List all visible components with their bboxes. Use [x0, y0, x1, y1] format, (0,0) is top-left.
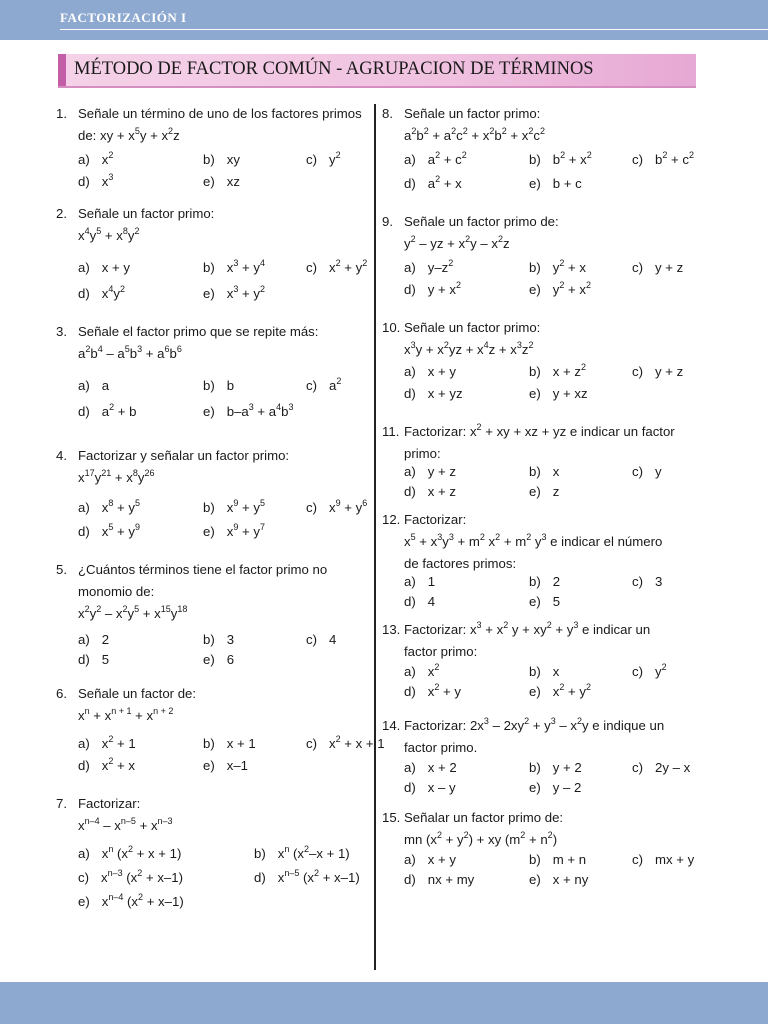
- option-label: a): [78, 500, 90, 515]
- option-value: $x^9 + y^5$: [226, 497, 265, 515]
- option-label: a): [404, 464, 416, 479]
- option-a: [404, 462, 456, 482]
- option-b: [529, 462, 559, 482]
- option-c: [306, 630, 336, 650]
- option-a: [78, 258, 130, 278]
- option-value: 1: [427, 574, 436, 589]
- option-b: [529, 758, 582, 778]
- option-value: $y + x^2$: [427, 279, 461, 297]
- option-b: [529, 662, 559, 682]
- option-c: [306, 376, 341, 396]
- option-a: [78, 630, 109, 650]
- option-label: c): [632, 260, 643, 275]
- option-b: [203, 150, 240, 170]
- option-value: y + z: [655, 260, 684, 275]
- option-label: a): [404, 574, 416, 589]
- option-value: x + 1: [226, 736, 256, 751]
- question-text: Señale un factor primo:: [78, 206, 215, 221]
- option-value: $x^n$ $(x^2 + x + 1)$: [101, 843, 182, 861]
- option-value: $b-a^3 + a^4b^3$: [226, 401, 294, 419]
- question-text-cont: $x^2y^2 - x^2y^5 + x^{15}y^{18}$: [78, 603, 188, 621]
- option-value: $y^2 + x^2$: [552, 279, 591, 297]
- option-e: [529, 482, 559, 502]
- option-value: mx + y: [655, 852, 695, 867]
- option-d: [404, 592, 435, 612]
- option-label: e): [529, 386, 541, 401]
- option-label: e): [203, 524, 215, 539]
- option-label: b): [529, 664, 541, 679]
- option-value: $y^2$: [655, 661, 667, 679]
- option-label: e): [529, 484, 541, 499]
- option-d: [404, 384, 463, 404]
- option-value: $x^8 + y^5$: [101, 497, 140, 515]
- option-d: [404, 280, 461, 300]
- option-d: [78, 522, 140, 542]
- question-text-cont: factor primo.: [404, 740, 478, 755]
- option-label: c): [632, 852, 643, 867]
- option-c: [632, 362, 683, 382]
- option-value: y + z: [427, 464, 456, 479]
- option-value: $x^2 + y^2$: [552, 681, 591, 699]
- option-label: b): [203, 500, 215, 515]
- option-label: d): [78, 174, 90, 189]
- question-text-cont: $x^4y^5 + x^8y^2$: [78, 225, 140, 243]
- option-c: [306, 150, 341, 170]
- option-label: c): [632, 364, 643, 379]
- option-a: [78, 150, 113, 170]
- option-d: [404, 682, 461, 702]
- option-d: [78, 650, 109, 670]
- option-e: [529, 682, 591, 702]
- option-label: e): [529, 872, 541, 887]
- option-b: [254, 844, 350, 864]
- option-b: [529, 572, 560, 592]
- option-label: c): [306, 632, 317, 647]
- option-value: x + yz: [427, 386, 463, 401]
- option-e: [203, 284, 265, 304]
- question-text-cont: $x^3y + x^2yz + x^4z + x^3z^2$: [404, 339, 534, 357]
- option-a: [78, 498, 140, 518]
- option-label: a): [78, 846, 90, 861]
- option-value: nx + my: [427, 872, 475, 887]
- option-label: d): [404, 684, 416, 699]
- option-label: b): [203, 632, 215, 647]
- question-text: Señale un factor de:: [78, 686, 197, 701]
- option-label: c): [306, 152, 317, 167]
- option-b: [529, 362, 586, 382]
- option-value: 3: [226, 632, 235, 647]
- option-e: [78, 892, 184, 912]
- option-b: [203, 734, 256, 754]
- option-label: c): [632, 574, 643, 589]
- option-d: [78, 756, 135, 776]
- option-label: d): [404, 780, 416, 795]
- option-value: y + xz: [552, 386, 588, 401]
- option-value: x: [552, 664, 560, 679]
- question-text: Señalar un factor primo de:: [404, 810, 564, 825]
- option-value: $x^4y^2$: [101, 283, 125, 301]
- option-value: $x^2 + y^2$: [329, 257, 368, 275]
- question-text-cont: $x^{17}y^{21} + x^8y^{26}$: [78, 467, 155, 485]
- option-label: b): [203, 378, 215, 393]
- option-label: c): [306, 260, 317, 275]
- option-label: b): [529, 260, 541, 275]
- column-divider: [374, 104, 376, 970]
- option-label: e): [529, 780, 541, 795]
- question-text: Factorizar:: [78, 796, 141, 811]
- option-label: a): [78, 152, 90, 167]
- option-value: x + ny: [552, 872, 589, 887]
- option-d: [78, 284, 125, 304]
- option-value: y: [655, 464, 662, 479]
- option-a: [78, 734, 136, 754]
- option-value: $y-z^2$: [427, 257, 454, 275]
- question-text-cont: $x^{n-4} - x^{n-5} + x^{n-3}$: [78, 815, 173, 833]
- option-label: e): [203, 404, 215, 419]
- question-number: 1.: [56, 106, 67, 121]
- option-a: [78, 376, 109, 396]
- option-label: b): [529, 464, 541, 479]
- header-rule: [60, 29, 768, 30]
- option-value: $x^2 + x$: [101, 755, 135, 773]
- option-label: e): [529, 594, 541, 609]
- option-d: [78, 172, 113, 192]
- option-value: x–1: [226, 758, 248, 773]
- option-label: b): [529, 760, 541, 775]
- question-number: 3.: [56, 324, 67, 339]
- question-text: Factorizar:: [404, 512, 467, 527]
- question-number: 9.: [382, 214, 393, 229]
- option-label: c): [632, 464, 643, 479]
- option-c: [78, 868, 183, 888]
- option-value: 2: [101, 632, 110, 647]
- question-number: 15.: [382, 810, 401, 825]
- question-text: ¿Cuántos términos tiene el factor primo no: [78, 562, 328, 577]
- option-b: [203, 498, 265, 518]
- option-value: 4: [329, 632, 337, 647]
- option-value: $a^2 + b$: [101, 401, 137, 419]
- option-value: $a^2 + x$: [427, 173, 462, 191]
- option-label: b): [529, 152, 541, 167]
- option-value: xz: [226, 174, 240, 189]
- question-text-cont: monomio de:: [78, 584, 155, 599]
- question-number: 13.: [382, 622, 401, 637]
- option-label: a): [78, 260, 90, 275]
- option-label: b): [203, 152, 215, 167]
- question-text-cont: $x^n + x^{n + 1} + x^{n + 2}$: [78, 705, 174, 723]
- question-number: 6.: [56, 686, 67, 701]
- option-label: d): [78, 404, 90, 419]
- option-e: [529, 778, 581, 798]
- option-value: $x^3 + y^4$: [226, 257, 265, 275]
- option-value: $b^2 + x^2$: [552, 149, 592, 167]
- option-label: c): [632, 760, 643, 775]
- option-value: $x^2 + y$: [427, 681, 461, 699]
- top-header-bar: [0, 0, 768, 40]
- option-value: $x^n$ $(x^2-x + 1)$: [277, 843, 350, 861]
- option-label: a): [404, 260, 416, 275]
- option-value: $x^2 + x + 1$: [329, 733, 385, 751]
- title-banner: [58, 54, 696, 88]
- option-label: b): [254, 846, 266, 861]
- option-value: $x^{n-4}$ $(x^2 + x-1)$: [101, 891, 184, 909]
- question-text-cont: $x^5 + x^3y^3 + m^2$ $x^2 + m^2$ $y^3$ e indicar el número: [404, 531, 663, 549]
- option-b: [529, 258, 586, 278]
- option-value: m + n: [552, 852, 587, 867]
- option-value: $y^2 + x$: [552, 257, 586, 275]
- option-value: $x^3$: [101, 171, 114, 189]
- title-accent: [58, 54, 66, 86]
- question-text-cont: mn $(x^2 + y^2)$ + xy $(m^2 + n^2)$: [404, 829, 558, 847]
- question-text: Señale un factor primo de:: [404, 214, 559, 229]
- option-value: $x^9 + y^6$: [329, 497, 368, 515]
- option-b: [203, 258, 265, 278]
- question-text-cont: de: xy + $x^5y + x^2z$: [78, 125, 180, 143]
- option-value: 2: [552, 574, 561, 589]
- section-header: FACTORIZACIÓN I: [60, 10, 187, 25]
- option-label: b): [203, 260, 215, 275]
- question-text: Factorizar y señalar un factor primo:: [78, 448, 290, 463]
- question-text: Factorizar: $x^3 + x^2$ $y + xy^2 + y^3$ e indicar un: [404, 619, 651, 637]
- option-a: [404, 362, 456, 382]
- option-value: 2y – x: [655, 760, 691, 775]
- option-label: c): [306, 736, 317, 751]
- option-d: [254, 868, 360, 888]
- option-e: [203, 522, 265, 542]
- option-a: [404, 258, 453, 278]
- option-c: [632, 462, 662, 482]
- question-number: 5.: [56, 562, 67, 577]
- option-value: b + c: [552, 176, 582, 191]
- option-label: b): [529, 852, 541, 867]
- question-text: Factorizar: $2x^3 - 2xy^2 + y^3 - x^2y$ e indique un: [404, 715, 665, 733]
- question-number: 4.: [56, 448, 67, 463]
- option-value: $x^2 + 1$: [101, 733, 136, 751]
- option-value: 3: [655, 574, 663, 589]
- option-label: e): [529, 176, 541, 191]
- option-value: 6: [226, 652, 235, 667]
- question-number: 10.: [382, 320, 401, 335]
- option-value: xy: [226, 152, 240, 167]
- option-label: e): [529, 282, 541, 297]
- option-value: x + z: [427, 484, 456, 499]
- option-label: a): [404, 152, 416, 167]
- option-value: z: [552, 484, 560, 499]
- question-text-cont: primo:: [404, 446, 441, 461]
- option-label: a): [404, 760, 416, 775]
- option-label: d): [404, 176, 416, 191]
- option-e: [529, 592, 560, 612]
- option-label: a): [404, 364, 416, 379]
- option-value: x + 2: [427, 760, 457, 775]
- option-c: [632, 758, 690, 778]
- question-text: Señale un término de uno de los factores primos: [78, 106, 362, 121]
- option-label: a): [404, 664, 416, 679]
- option-b: [203, 630, 234, 650]
- question-text: Señale un factor primo:: [404, 320, 541, 335]
- option-label: b): [529, 364, 541, 379]
- option-label: c): [632, 152, 643, 167]
- option-e: [529, 870, 588, 890]
- option-value: y – 2: [552, 780, 582, 795]
- option-value: x + y: [427, 852, 456, 867]
- option-d: [404, 174, 462, 194]
- option-label: d): [404, 282, 416, 297]
- option-value: $y^2$: [329, 149, 341, 167]
- question-number: 7.: [56, 796, 67, 811]
- bottom-footer-bar: [0, 982, 768, 1024]
- option-label: d): [404, 386, 416, 401]
- option-value: y + z: [655, 364, 684, 379]
- option-value: a: [101, 378, 110, 393]
- option-a: [404, 572, 435, 592]
- question-number: 12.: [382, 512, 401, 527]
- question-number: 14.: [382, 718, 401, 733]
- option-e: [203, 756, 248, 776]
- option-value: $x^2$: [427, 661, 440, 679]
- option-value: $a^2$: [329, 375, 342, 393]
- option-value: $x^2$: [101, 149, 114, 167]
- option-c: [306, 258, 367, 278]
- option-value: $b^2 + c^2$: [655, 149, 694, 167]
- option-value: $x^9 + y^7$: [226, 521, 265, 539]
- option-d: [78, 402, 136, 422]
- option-value: $x^{n-5}$ $(x^2 + x-1)$: [277, 867, 360, 885]
- option-label: d): [78, 286, 90, 301]
- option-label: d): [404, 594, 416, 609]
- option-label: e): [203, 758, 215, 773]
- question-number: 11.: [382, 424, 400, 439]
- option-label: d): [404, 484, 416, 499]
- option-a: [404, 758, 457, 778]
- option-value: x + y: [427, 364, 456, 379]
- question-text-cont: $a^2b^2 + a^2c^2 + x^2b^2 + x^2c^2$: [404, 125, 545, 143]
- page-title: MÉTODO DE FACTOR COMÚN - AGRUPACION DE TÉRMINOS: [74, 59, 594, 79]
- option-label: d): [78, 652, 90, 667]
- option-e: [529, 280, 591, 300]
- option-label: c): [306, 500, 317, 515]
- option-value: $x^{n-3}$ $(x^2 + x-1)$: [101, 867, 183, 885]
- option-label: a): [404, 852, 416, 867]
- option-value: 5: [101, 652, 110, 667]
- option-c: [632, 258, 683, 278]
- option-a: [404, 150, 467, 170]
- option-value: x – y: [427, 780, 456, 795]
- option-c: [632, 150, 694, 170]
- option-b: [529, 150, 592, 170]
- option-e: [529, 174, 582, 194]
- option-value: 4: [427, 594, 436, 609]
- option-label: c): [78, 870, 89, 885]
- option-label: d): [254, 870, 266, 885]
- option-c: [632, 662, 667, 682]
- option-label: b): [203, 736, 215, 751]
- option-a: [78, 844, 181, 864]
- option-label: d): [78, 758, 90, 773]
- question-text: Señale un factor primo:: [404, 106, 541, 121]
- option-c: [632, 572, 662, 592]
- option-e: [529, 384, 588, 404]
- option-e: [203, 402, 294, 422]
- option-value: $a^2 + c^2$: [427, 149, 467, 167]
- option-label: e): [203, 652, 215, 667]
- option-c: [306, 734, 385, 754]
- question-text: Factorizar: $x^2$ + xy + xz + yz e indicar un factor: [404, 421, 675, 439]
- option-a: [404, 662, 439, 682]
- option-value: 5: [552, 594, 561, 609]
- option-b: [529, 850, 586, 870]
- question-number: 8.: [382, 106, 393, 121]
- option-value: y + 2: [552, 760, 582, 775]
- option-c: [632, 850, 694, 870]
- option-e: [203, 172, 240, 192]
- option-label: c): [632, 664, 643, 679]
- question-text-cont: $a^2b^4 - a^5b^3 + a^6b^6$: [78, 343, 182, 361]
- question-text-cont: factor primo:: [404, 644, 478, 659]
- option-label: d): [78, 524, 90, 539]
- option-label: c): [306, 378, 317, 393]
- option-label: e): [203, 286, 215, 301]
- option-value: x + y: [101, 260, 130, 275]
- option-d: [404, 870, 474, 890]
- option-label: b): [529, 574, 541, 589]
- option-value: $x^5 + y^9$: [101, 521, 140, 539]
- option-label: d): [404, 872, 416, 887]
- question-text: Señale el factor primo que se repite más:: [78, 324, 319, 339]
- option-label: a): [78, 736, 90, 751]
- question-text-cont: de factores primos:: [404, 556, 517, 571]
- option-label: e): [78, 894, 90, 909]
- question-text-cont: $y^2$ – yz + $x^2y - x^2z$: [404, 233, 510, 251]
- option-label: e): [203, 174, 215, 189]
- option-value: x: [552, 464, 560, 479]
- option-d: [404, 778, 456, 798]
- option-b: [203, 376, 234, 396]
- option-e: [203, 650, 234, 670]
- option-label: e): [529, 684, 541, 699]
- option-label: a): [78, 378, 90, 393]
- question-number: 2.: [56, 206, 67, 221]
- option-label: a): [78, 632, 90, 647]
- option-value: $x^3 + y^2$: [226, 283, 265, 301]
- option-a: [404, 850, 456, 870]
- option-value: $x + z^2$: [552, 361, 586, 379]
- option-value: b: [226, 378, 235, 393]
- option-c: [306, 498, 367, 518]
- option-d: [404, 482, 456, 502]
